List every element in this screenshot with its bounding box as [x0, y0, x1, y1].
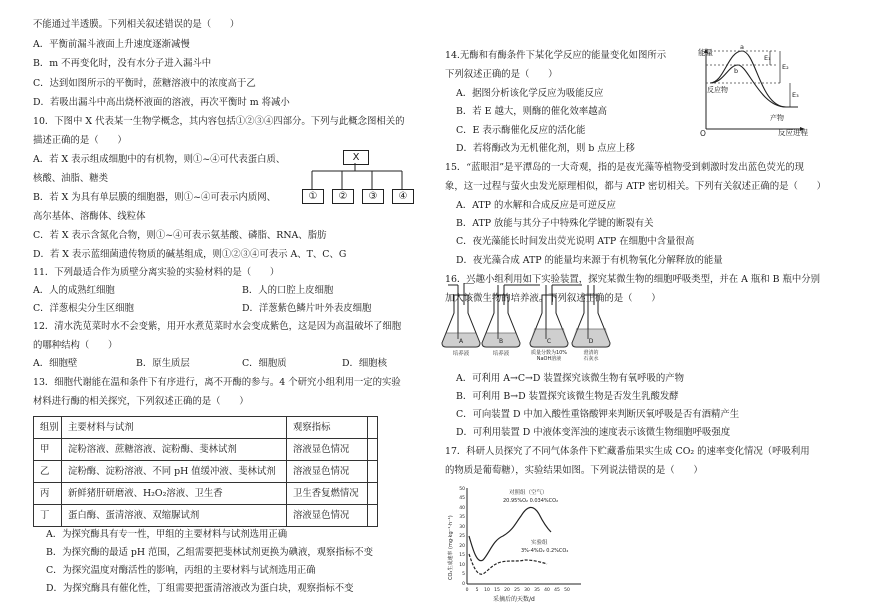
table-cell: 淀粉酶、淀粉溶液、不同 pH 值缓冲液、斐林试剂: [62, 461, 287, 483]
co2-xtick: 5: [475, 588, 479, 593]
q10-stem: 10．下图中 X 代表某一生物学概念，其内容包括①②③④四部分。下列与此概念图相关的: [33, 116, 405, 127]
q12-stem-end: 的哪种结构（ ）: [33, 340, 118, 351]
flask-c-caption: 质量分数为10% NaOH溶液: [530, 350, 568, 362]
q9-option-d: D．若吸出漏斗中高出烧杯液面的溶液，再次平衡时 m 将减小: [33, 97, 290, 108]
q12-option-a: A．细胞壁: [33, 358, 78, 369]
co2-ytick: 10: [459, 563, 465, 568]
concept-part-2: ②: [332, 189, 354, 204]
table-cell: 丙: [34, 483, 62, 505]
table-cell: 新鲜猪肝研磨液、H₂O₂溶液、卫生香: [62, 483, 287, 505]
table-cell: 蛋白酶、蛋清溶液、双缩脲试剂: [62, 505, 287, 527]
energy-point-a: a: [740, 45, 744, 51]
q14-option-c: C．E 表示酶催化反应的活化能: [456, 125, 586, 136]
table-cell: 甲: [34, 439, 62, 461]
q11-option-d: D．洋葱紫色鳞片叶外表皮细胞: [242, 303, 372, 314]
co2-chart: [443, 480, 593, 605]
co2-legend-control: 对照组（空气）: [509, 490, 548, 496]
q14-stem-end: 下列叙述正确的是（ ）: [445, 69, 558, 80]
q11-option-c: C．洋葱根尖分生区细胞: [33, 303, 134, 314]
co2-ytick: 45: [459, 496, 465, 501]
q13-stem: 13．细胞代谢能在温和条件下有序进行，离不开酶的参与。4 个研究小组利用一定的实验: [33, 377, 401, 388]
q13-option-c: C．为探究温度对酶活性的影响，丙组的主要材料与试剂选用正确: [46, 565, 316, 576]
co2-ylabel: CO₂生成速率 (mg·kg⁻¹·h⁻¹): [448, 515, 454, 580]
co2-legend-control-note: 20.95%O₂ 0.034%CO₂: [503, 498, 559, 504]
table-row: [34, 461, 378, 483]
q16-option-b: B．可利用 B→D 装置探究该微生物是否发生乳酸发酵: [456, 391, 679, 402]
table-empty-cell: [368, 439, 378, 461]
co2-ytick: 50: [459, 487, 465, 492]
q13-option-a: A．为探究酶具有专一性，甲组的主要材料与试剂选用正确: [46, 529, 288, 540]
co2-legend-experiment-note: 3%-4%O₂ 0.2%CO₂: [521, 548, 569, 554]
q15-stem: 15．“蓝眼泪”是平潭岛的一大奇观，指的是夜光藻等植物受到刺激时发出蓝色荧光的现: [445, 162, 805, 173]
table-cell: 乙: [34, 461, 62, 483]
q11-option-b: B．人的口腔上皮细胞: [242, 285, 334, 296]
concept-part-4: ④: [392, 189, 414, 204]
q17-stem: 17．科研人员探究了不同气体条件下贮藏番茄果实生成 CO₂ 的速率变化情况（呼吸利用: [445, 446, 810, 457]
co2-xtick: 50: [564, 588, 570, 593]
concept-part-1: ①: [302, 189, 324, 204]
q14-stem: 14.无酶和有酶条件下某化学反应的能量变化如图所示: [445, 50, 667, 61]
q12-option-c: C．细胞质: [242, 358, 287, 369]
concept-x-box: X: [343, 150, 369, 165]
q11-stem: 11．下列最适合作为质壁分离实验的实验材料的是（ ）: [33, 267, 280, 278]
table-row: [34, 483, 378, 505]
co2-xtick: 0: [465, 588, 469, 593]
table-cell: 溶液显色情况: [287, 505, 368, 527]
energy-e1: E₁: [764, 54, 771, 62]
q15-option-c: C．夜光藻能长时间发出荧光说明 ATP 在细胞中含量很高: [456, 236, 695, 247]
q16-stem-end: 加入该微生物的培养液。下列叙述正确的是（ ）: [445, 293, 661, 304]
table-cell: 卫生香复燃情况: [287, 483, 368, 505]
table-header-cell: 组别: [34, 417, 62, 439]
q15-option-a: A．ATP 的水解和合成反应是可逆反应: [456, 200, 616, 211]
flask-a-label: A: [458, 338, 464, 345]
q13-stem-end: 材料进行酶的相关探究，下列叙述正确的是（ ）: [33, 396, 249, 407]
table-empty-cell: [368, 417, 378, 439]
q14-option-d: D．若将酶改为无机催化剂，则 b 点应上移: [456, 143, 635, 154]
q9-stem-end: 不能通过半透膜。下列相关叙述错误的是（ ）: [33, 19, 240, 30]
flask-c-label: C: [546, 338, 552, 345]
co2-ytick: 40: [459, 506, 465, 511]
table-cell: 溶液显色情况: [287, 461, 368, 483]
table-header-row: [34, 417, 378, 439]
co2-ytick: 0: [462, 582, 465, 587]
q16-stem: 16．兴趣小组利用如下实验装置，探究某微生物的细胞呼吸类型，并在 A 瓶和 B 瓶中分别: [445, 274, 821, 285]
concept-part-3: ③: [362, 189, 384, 204]
q10-option-b-cont: 高尔基体、溶酶体、线粒体: [33, 211, 146, 222]
q9-option-b: B．m 不再变化时，没有水分子进入漏斗中: [33, 58, 212, 69]
co2-series-experiment-line: [469, 554, 547, 574]
co2-xtick: 10: [484, 588, 490, 593]
flask-d-caption: 澄清的石灰水: [583, 350, 599, 362]
q14-option-b: B．若 E 越大，则酶的催化效率越高: [456, 106, 607, 117]
co2-ytick: 30: [459, 525, 465, 530]
q13-table: [33, 416, 378, 527]
co2-ytick: 5: [462, 572, 465, 577]
co2-ytick: 15: [459, 553, 465, 558]
q10-option-a-cont: 核酸、油脂、糖类: [33, 173, 109, 184]
energy-product: 产物: [770, 114, 784, 122]
table-empty-cell: [368, 483, 378, 505]
q13-option-d: D．为探究酶具有催化性，丁组需要把蛋清溶液改为蛋白块，观察指标不变: [46, 583, 354, 594]
flask-b-caption: 培养液: [492, 351, 510, 357]
co2-ytick: 20: [459, 544, 465, 549]
energy-e3: E₃: [792, 91, 799, 99]
co2-xlabel: 采摘后的天数/d: [493, 596, 535, 603]
co2-legend-experiment: 实验组: [531, 540, 548, 546]
flask-d-label: D: [588, 338, 594, 345]
energy-origin: O: [700, 129, 706, 137]
co2-ytick: 25: [459, 534, 465, 539]
co2-xtick: 25: [514, 588, 520, 593]
energy-diagram: [698, 45, 808, 137]
energy-e2: E₂: [782, 63, 789, 71]
q9-option-a: A．平衡前漏斗液面上升速度逐渐减慢: [33, 39, 190, 50]
concept-connector-lines: [300, 163, 420, 189]
table-cell: 溶液显色情况: [287, 439, 368, 461]
table-header-cell: 观察指标: [287, 417, 368, 439]
q14-option-a: A．据图分析该化学反应为吸能反应: [456, 88, 604, 99]
q13-option-b: B．为探究酶的最适 pH 范围，乙组需要把斐林试剂更换为碘液，观察指标不变: [46, 547, 374, 558]
q16-option-d: D．可利用装置 D 中液体变浑浊的速度表示该微生物细胞呼吸强度: [456, 427, 731, 438]
energy-reactant: 反应物: [707, 86, 728, 94]
table-row: [34, 505, 378, 527]
table-row: [34, 439, 378, 461]
q11-option-a: A．人的成熟红细胞: [33, 285, 115, 296]
table-cell: 丁: [34, 505, 62, 527]
co2-xtick: 45: [554, 588, 560, 593]
flask-a-caption: 培养液: [452, 351, 470, 357]
energy-ylabel: 能量: [698, 48, 713, 57]
table-header-cell: 主要材料与试剂: [62, 417, 287, 439]
q16-option-a: A．可利用 A→C→D 装置探究该微生物有氧呼吸的产物: [456, 373, 685, 384]
q16-option-c: C．可向装置 D 中加入酸性重铬酸钾来判断厌氧呼吸是否有酒精产生: [456, 409, 740, 420]
q15-option-d: D．夜光藻合成 ATP 的能量均来源于有机物氧化分解释放的能量: [456, 255, 723, 266]
energy-point-b: b: [734, 67, 739, 75]
q10-option-b: B．若 X 为具有单层膜的细胞器，则①~④可表示内质网、: [33, 192, 277, 203]
q9-option-c: C．达到如图所示的平衡时，蔗糖溶液中的浓度高于乙: [33, 78, 256, 89]
co2-xtick: 15: [494, 588, 500, 593]
co2-xtick: 40: [544, 588, 550, 593]
q10-stem-end: 描述正确的是（ ）: [33, 135, 127, 146]
energy-xlabel: 反应进程: [778, 128, 808, 137]
table-cell: 淀粉溶液、蔗糖溶液、淀粉酶、斐林试剂: [62, 439, 287, 461]
co2-xtick: 30: [524, 588, 530, 593]
q12-stem: 12．清水洗苋菜时水不会变紫，用开水煮苋菜时水会变成紫色，这是因为高温破坏了细胞: [33, 321, 402, 332]
flask-b-label: B: [498, 338, 504, 345]
q10-option-d: D．若 X 表示蓝细菌遗传物质的碱基组成，则①②③④可表示 A、T、C、G: [33, 249, 347, 260]
q10-option-a: A．若 X 表示组成细胞中的有机物，则①~④可代表蛋白质、: [33, 154, 286, 165]
co2-ytick: 35: [459, 515, 465, 520]
q12-option-d: D．细胞核: [342, 358, 388, 369]
q15-stem-cont: 象，这一过程与萤火虫发光原理相似，都与 ATP 密切相关。下列有关叙述正确的是（ ）: [445, 181, 827, 192]
q15-option-b: B．ATP 放能与其分子中特殊化学键的断裂有关: [456, 218, 654, 229]
table-empty-cell: [368, 461, 378, 483]
co2-xtick: 20: [504, 588, 510, 593]
q17-stem-end: 的物质是葡萄糖），实验结果如图。下列说法错误的是（ ）: [445, 465, 703, 476]
q12-option-b: B．原生质层: [136, 358, 190, 369]
table-empty-cell: [368, 505, 378, 527]
q10-option-c: C．若 X 表示含氮化合物，则①~④可表示氨基酸、磷脂、RNA、脂肪: [33, 230, 327, 241]
co2-xtick: 35: [534, 588, 540, 593]
flask-apparatus: [440, 283, 620, 365]
